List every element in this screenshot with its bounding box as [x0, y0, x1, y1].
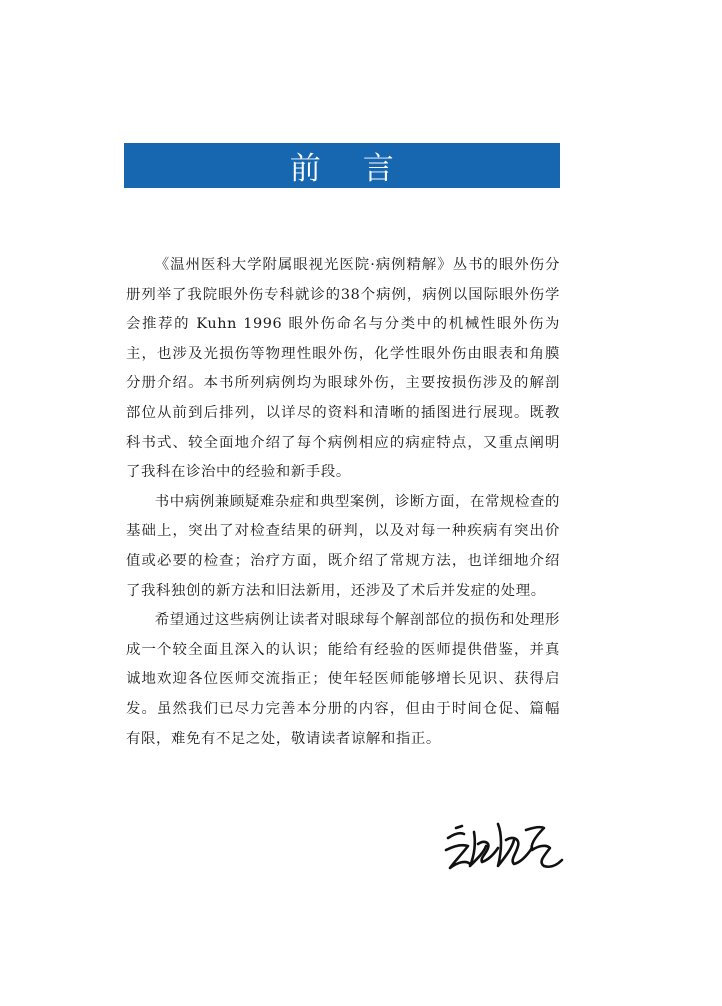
- handwritten-signature: [440, 810, 565, 880]
- title-banner: [124, 143, 560, 188]
- preface-paragraph-1: 《温州医科大学附属眼视光医院·病例精解》丛书的眼外伤分册列举了我院眼外伤专科就诊的38个病例，病例以国际眼外伤学会推荐的 Kuhn 1996 眼外伤命名与分类中的机械性眼外伤为主，也涉及光损伤等物理性眼外伤，化学性眼外伤由眼表和角膜分册介绍。本书所列病例均为眼球外伤，主要按损伤涉及的解剖部位从前到后排列，以详尽的资料和清晰的插图进行展现。既教科书式、较全面地介绍了每个病例相应的病症特点，又重点阐明了我科在诊治中的经验和新手段。: [126, 257, 560, 481]
- page-title: 前 言: [289, 151, 395, 187]
- preface-paragraph-3: 希望通过这些病例让读者对眼球每个解剖部位的损伤和处理形成一个较全面且深入的认识；能给有经验的医师提供借鉴，并真诚地欢迎各位医师交流指正；使年轻医师能够增长见识、获得启发。虽然我们已尽力完善本分册的内容，但由于时间仓促、篇幅有限，难免有不足之处，敬请读者谅解和指正。: [126, 612, 560, 747]
- preface-paragraph-2: 书中病例兼顾疑难杂症和典型案例，诊断方面，在常规检查的基础上，突出了对检查结果的研判，以及对每一种疾病有突出价值或必要的检查；治疗方面，既介绍了常规方法，也详细地介绍了我科独创的新方法和旧法新用，还涉及了术后并发症的处理。: [126, 493, 560, 599]
- preface-body: [126, 251, 560, 754]
